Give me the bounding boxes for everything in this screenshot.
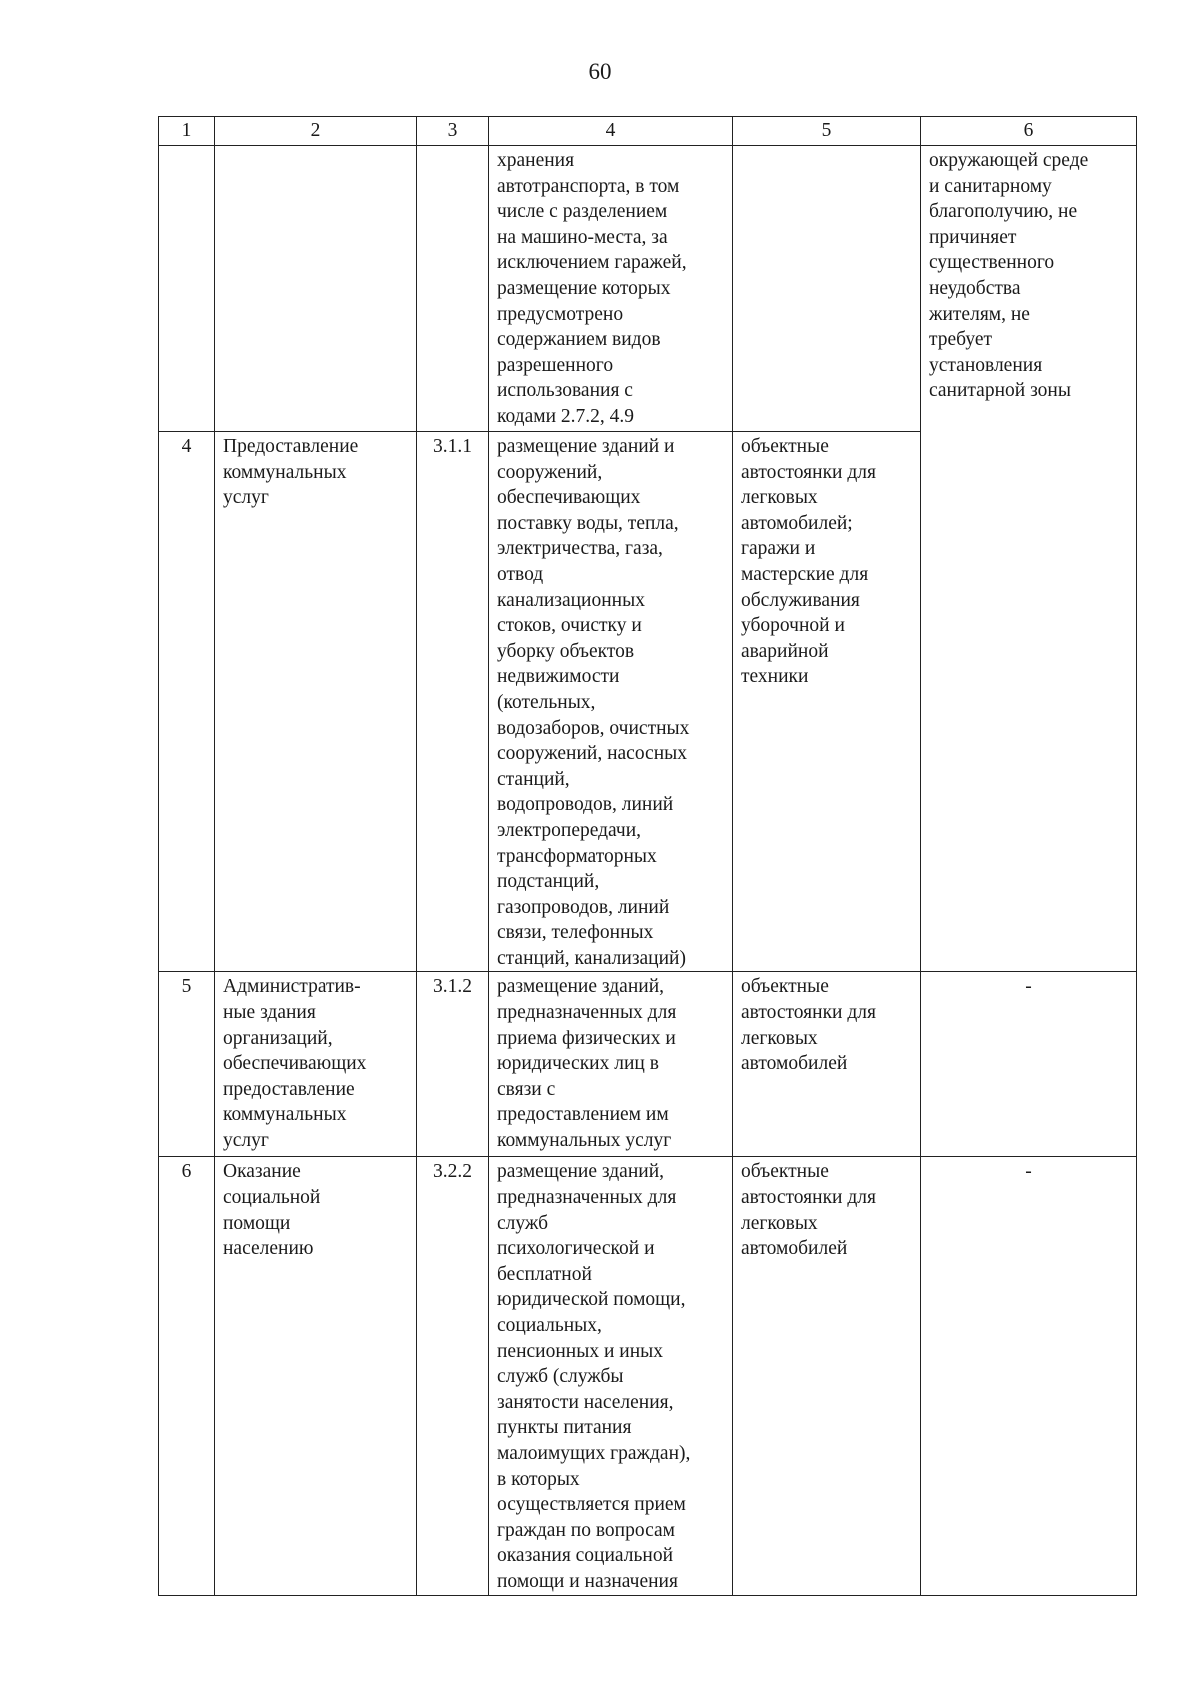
parking-cell: объектные автостоянки для легковых автомобилей	[733, 972, 921, 1157]
land-use-table	[158, 116, 1137, 1596]
restrictions-cell: -	[921, 1157, 1137, 1595]
use-name-cell	[215, 146, 417, 432]
use-code-cell	[417, 146, 489, 432]
column-header: 5	[733, 117, 921, 146]
use-name-cell: Предоставление коммунальных услуг	[215, 432, 417, 972]
use-code-cell: 3.1.2	[417, 972, 489, 1157]
row-number-cell: 6	[159, 1157, 215, 1595]
use-description-cell: размещение зданий, предназначенных для служб психологической и бесплатной юридической помощи, социальных, пенсионных и иных служб (службы занятости населения, пункты питания малоимущих граждан), в которых осуществляется прием граждан по вопросам оказания социальной помощи и назначения	[489, 1157, 733, 1595]
use-description-cell: хранения автотранспорта, в том числе с разделением на машино-места, за исключением гаражей, размещение которых предусмотрено содержанием видов разрешенного использования с кодами 2.7.2, 4.9	[489, 146, 733, 432]
use-code-cell: 3.2.2	[417, 1157, 489, 1595]
restrictions-cell: окружающей среде и санитарному благополучию, не причиняет существенного неудобства жителям, не требует установления санитарной зоны	[921, 146, 1137, 972]
row-number-cell	[159, 146, 215, 432]
use-description-cell: размещение зданий и сооружений, обеспечивающих поставку воды, тепла, электричества, газа, отвод канализационных стоков, очистку и уборку объектов недвижимости (котельных, водозаборов, очистных сооружений, насосных станций, водопроводов, линий электропередачи, трансформаторных подстанций, газопроводов, линий связи, телефонных станций, канализаций)	[489, 432, 733, 972]
row-number-cell: 4	[159, 432, 215, 972]
table-row	[159, 146, 1137, 432]
column-header: 2	[215, 117, 417, 146]
use-description-cell: размещение зданий, предназначенных для приема физических и юридических лиц в связи с предоставлением им коммунальных услуг	[489, 972, 733, 1157]
table-row	[159, 1157, 1137, 1595]
table-header-row	[159, 117, 1137, 146]
parking-cell: объектные автостоянки для легковых автомобилей; гаражи и мастерские для обслуживания уборочной и аварийной техники	[733, 432, 921, 972]
column-header: 3	[417, 117, 489, 146]
page-number: 60	[588, 59, 612, 84]
restrictions-cell: -	[921, 972, 1137, 1157]
row-number-cell: 5	[159, 972, 215, 1157]
column-header: 6	[921, 117, 1137, 146]
use-code-cell: 3.1.1	[417, 432, 489, 972]
table-row	[159, 972, 1137, 1157]
parking-cell: объектные автостоянки для легковых автомобилей	[733, 1157, 921, 1595]
column-header: 1	[159, 117, 215, 146]
use-name-cell: Административ- ные здания организаций, обеспечивающих предоставление коммунальных услуг	[215, 972, 417, 1157]
parking-cell	[733, 146, 921, 432]
column-header: 4	[489, 117, 733, 146]
use-name-cell: Оказание социальной помощи населению	[215, 1157, 417, 1595]
